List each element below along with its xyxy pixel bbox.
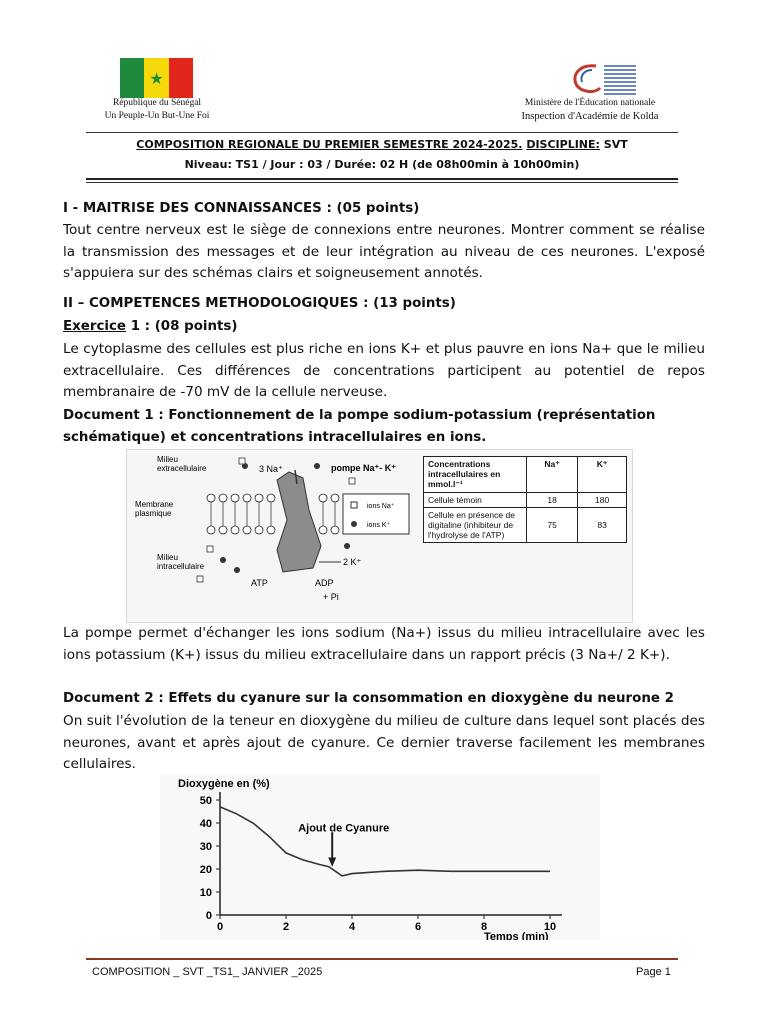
legend-k: ions K⁺ (367, 522, 391, 529)
divider (86, 178, 678, 180)
footer-rule (86, 958, 678, 960)
label-atp: ATP (251, 578, 268, 588)
y-tick-label: 10 (199, 887, 212, 899)
discipline-value: SVT (603, 138, 628, 151)
y-tick-label: 40 (199, 818, 212, 830)
doc1-title: Document 1 : Fonctionnement de la pompe sodium-potassium (représentation schématique) et concentrations intracellulaires en ions. (63, 408, 656, 445)
inspection-label: Inspection d'Académie de Kolda (521, 111, 659, 122)
y-tick-label: 20 (199, 864, 212, 876)
table-row (424, 493, 627, 508)
label-membrane: Membrane (135, 500, 174, 509)
x-tick-label: 4 (348, 921, 356, 933)
figure-pump (126, 449, 633, 623)
chart-svg (160, 775, 600, 940)
doc2-title: Document 2 : Effets du cyanure sur la consommation en dioxygène du neurone 2 (63, 691, 674, 706)
label-adp: ADP (315, 578, 334, 588)
table-row (424, 508, 627, 543)
oxygen-chart (160, 775, 600, 940)
concentration-table (423, 456, 627, 543)
exam-level: Niveau: TS1 / Jour : 03 / Durée: 02 H (de 08h00min à 10h00min) (184, 158, 580, 171)
row-label: Cellule témoin (424, 493, 527, 508)
motto-label: Un Peuple-Un But-Une Foi (104, 111, 210, 121)
x-tick-label: 6 (414, 921, 422, 933)
x-tick-label: 2 (282, 921, 290, 933)
republic-label: République du Sénégal (112, 98, 202, 108)
ministry-label: Ministère de l'Éducation nationale (524, 98, 656, 108)
row-label: Cellule en présence de digitaline (inhibiteur de l'hydrolyse de l'ATP) (424, 508, 527, 543)
annotation-arrowhead (328, 858, 336, 867)
x-axis-label: Temps (min) (484, 931, 549, 940)
ministry-logo (566, 60, 638, 98)
legend-na: ions Na⁺ (367, 503, 395, 510)
row-na: 75 (527, 508, 578, 543)
star-icon: ★ (144, 58, 168, 98)
y-tick-label: 0 (205, 910, 212, 922)
exercise-label: Exercice (63, 319, 127, 334)
row-k: 83 (578, 508, 627, 543)
label-pump: pompe Na⁺- K⁺ (331, 463, 397, 473)
series-line (220, 807, 550, 876)
exercise-intro: Le cytoplasme des cellules est plus riche en ions K+ et plus pauvre en ions Na+ que le milieu extracellulaire. Ces différences de concentrations participent au potentiel de repos membranaire de -70 mV de la cellule nerveuse. (63, 341, 705, 401)
annotation-label: Ajout de Cyanure (298, 822, 390, 835)
x-tick-label: 8 (480, 921, 488, 933)
row-na: 18 (527, 493, 578, 508)
row-k: 180 (578, 493, 627, 508)
pump-protein (277, 472, 321, 572)
part1-heading: I - MAITRISE DES CONNAISSANCES : (05 points) (63, 201, 420, 216)
page-number: Page 1 (636, 966, 671, 978)
label-membrane-2: plasmique (135, 509, 172, 518)
exercise-points: 1 : (08 points) (126, 319, 238, 334)
x-tick-label: 0 (216, 921, 224, 933)
part2-heading: II – COMPETENCES METHODOLOGIQUES : (13 points) (63, 296, 456, 311)
y-tick-label: 50 (199, 795, 212, 807)
divider (86, 132, 678, 133)
label-3na: 3 Na⁺ (259, 464, 283, 474)
chart-title: Dioxygène en (%) (178, 778, 270, 790)
composition-title: COMPOSITION REGIONALE DU PREMIER SEMESTRE 2024-2025. (136, 138, 523, 151)
header-left (92, 97, 222, 123)
footer-left: COMPOSITION _ SVT _TS1_ JANVIER _2025 (92, 966, 323, 978)
table-head-na: Na⁺ (527, 457, 578, 493)
x-tick-label: 10 (543, 921, 557, 933)
pump-diagram (127, 450, 427, 622)
discipline-label: DISCIPLINE: (526, 138, 600, 151)
label-2k: 2 K⁺ (343, 557, 362, 567)
header-right (505, 97, 675, 123)
doc1-caption: La pompe permet d'échanger les ions sodium (Na+) issus du milieu intracellulaire avec les ions potassium (K+) issus du milieu extracellulaire dans un rapport précis (3 Na+/ 2 K+). (63, 625, 705, 663)
doc2-text: On suit l'évolution de la teneur en dioxygène du milieu de culture dans lequel sont placés des neurones, avant et après ajout de cyanure. Ce dernier traverse facilement les membranes cellulaires. (63, 713, 705, 773)
exam-title (86, 138, 678, 151)
y-tick-label: 30 (199, 841, 212, 853)
part1-text: Tout centre nerveux est le siège de connexions entre neurones. Montrer comment se réalise la transmission des messages et de leur intégration au niveau de ces neurones. L'exposé s'appuiera sur des schémas clairs et soigneusement annotés. (63, 222, 705, 282)
label-intra-2: intracellulaire (157, 562, 205, 571)
table-head-k: K⁺ (578, 457, 627, 493)
label-extra-2: extracellulaire (157, 464, 207, 473)
table-header (424, 457, 627, 493)
table-head-label: Concentrations intracellulaires en mmol.l⁻¹ (424, 457, 527, 493)
label-intra: Milieu (157, 553, 178, 562)
senegal-flag (120, 58, 193, 98)
label-extra: Milieu (157, 455, 178, 464)
exercise-heading (63, 319, 238, 334)
label-pi: + Pi (323, 592, 339, 602)
divider (86, 182, 678, 183)
